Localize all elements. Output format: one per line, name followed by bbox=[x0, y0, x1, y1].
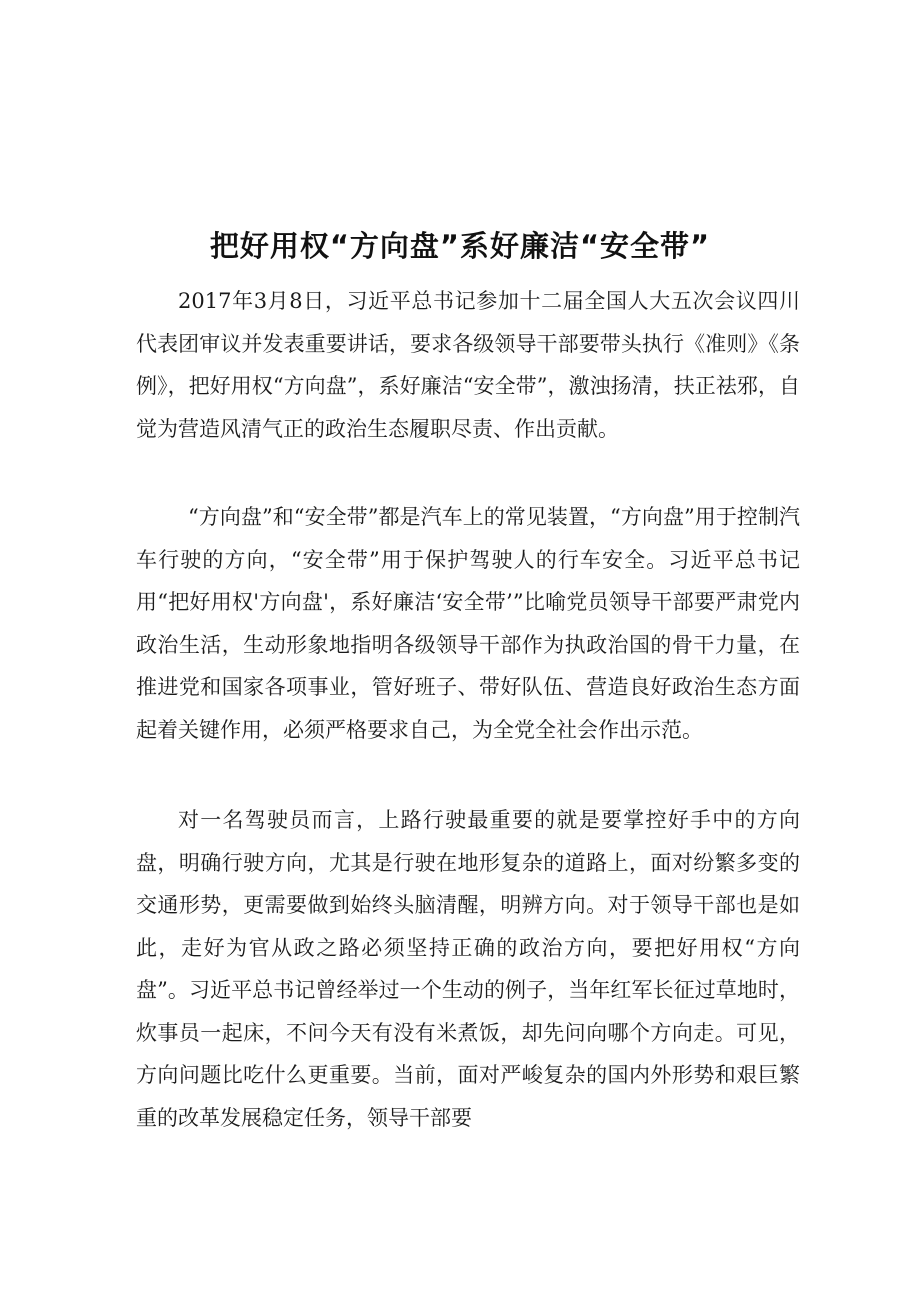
paragraph-1: 2017年3月8日，习近平总书记参加十二届全国人大五次会议四川代表团审议并发表重要讲话，要求各级领导干部要带头执行《准则》《条例》，把好用权“方向盘”，系好廉洁“安全带”，激浊扬清，扶正祛邪，自觉为营造风清气正的政治生态履职尽责、作出贡献。 bbox=[136, 289, 800, 441]
document-title: 把好用权“方向盘”系好廉洁“安全带” bbox=[209, 229, 711, 263]
paragraph-3: 对一名驾驶员而言，上路行驶最重要的就是要掌控好手中的方向盘，明确行驶方向，尤其是行驶在地形复杂的道路上，面对纷繁多变的交通形势，更需要做到始终头脑清醒，明辨方向。对于领导干部也是如此，走好为官从政之路必须坚持正确的政治方向，要把好用权“方向盘”。习近平总书记曾经举过一个生动的例子，当年红军长征过草地时，炊事员一起床，不问今天有没有米煮饭，却先问向哪个方向走。可见，方向问题比吃什么更重要。当前，面对严峻复杂的国内外形势和艰巨繁重的改革发展稳定任务，领导干部要 bbox=[136, 808, 800, 1130]
paragraph-2: “方向盘”和“安全带”都是汽车上的常见装置，“方向盘”用于控制汽车行驶的方向，“安全带”用于保护驾驶人的行车安全。习近平总书记用“把好用权'方向盘'，系好廉洁‘安全带’”比喻党员领导干部要严肃党内政治生活，生动形象地指明各级领导干部作为执政治国的骨干力量，在推进党和国家各项事业，管好班子、带好队伍、营造良好政治生态方面起着关键作用，必须严格要求自己，为全党全社会作出示范。 bbox=[136, 505, 800, 742]
